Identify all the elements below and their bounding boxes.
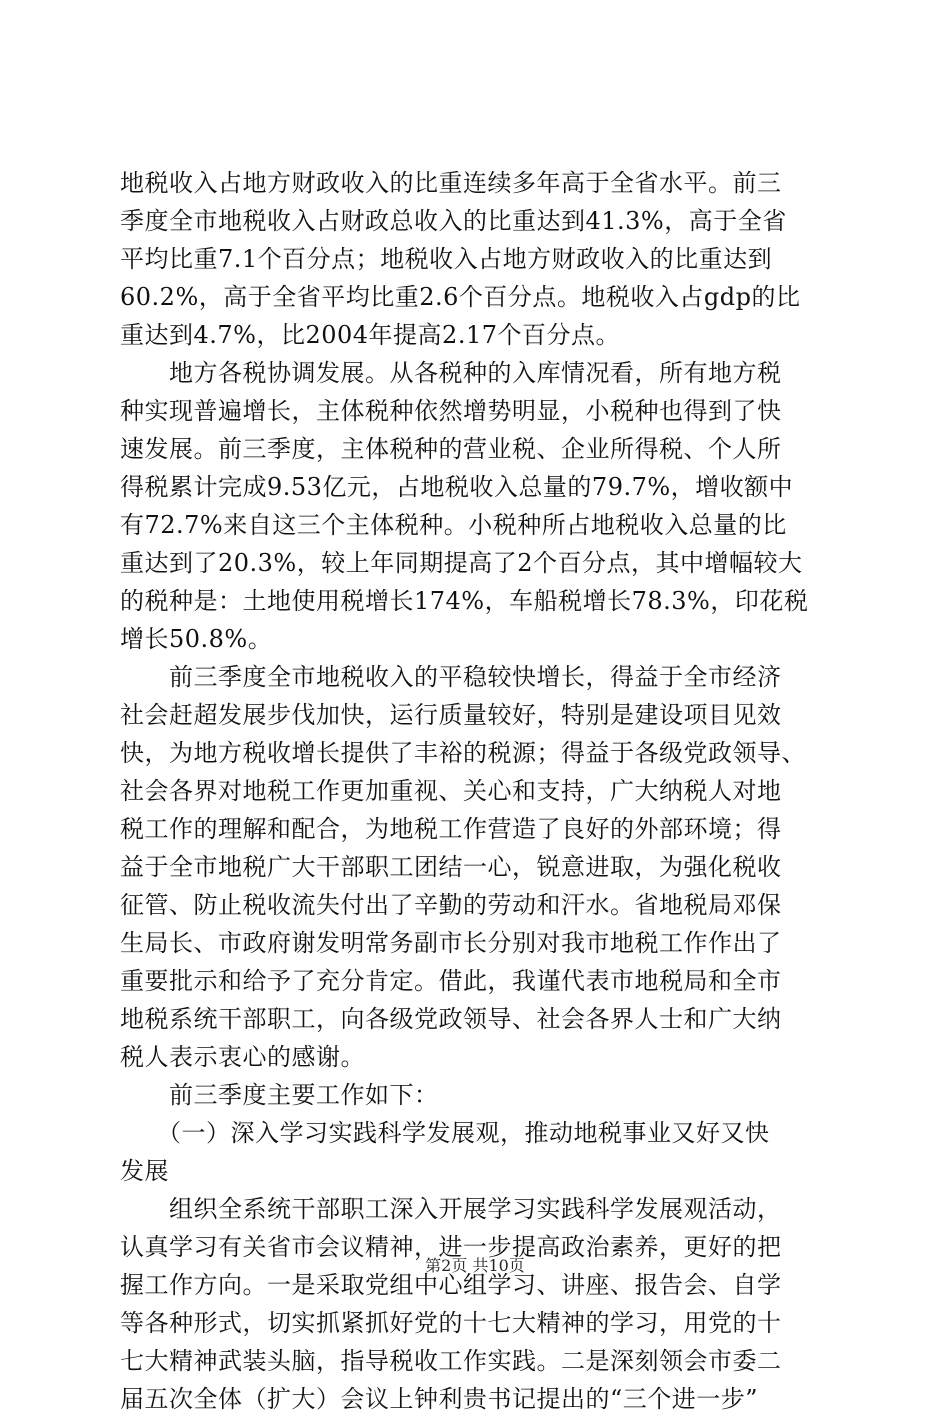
text-line: 的税种是：土地使用税增长174%，车船税增长78.3%，印花税 xyxy=(120,587,809,615)
text-line: 前三季度主要工作如下： xyxy=(120,1081,439,1109)
text-line: 重达到4.7%，比2004年提高2.17个百分点。 xyxy=(120,321,620,349)
text-line: 社会赶超发展步伐加快，运行质量较好，特别是建设项目见效 xyxy=(120,701,782,729)
text-line: 60.2%，高于全省平均比重2.6个百分点。地税收入占gdp的比 xyxy=(120,283,801,311)
text-line: 握工作方向。一是采取党组中心组学习、讲座、报告会、自学 xyxy=(120,1271,782,1299)
text-line: 生局长、市政府谢发明常务副市长分别对我市地税工作作出了 xyxy=(120,929,782,957)
text-line: 有72.7%来自这三个主体税种。小税种所占地税收入总量的比 xyxy=(120,511,787,539)
text-line: 益于全市地税广大干部职工团结一心，锐意进取，为强化税收 xyxy=(120,853,782,881)
text-line: 七大精神武装头脑，指导税收工作实践。二是深刻领会市委二 xyxy=(120,1347,782,1375)
text-line: 发展 xyxy=(120,1157,169,1185)
text-line: 平均比重7.1个百分点；地税收入占地方财政收入的比重达到 xyxy=(120,245,773,273)
text-line: 重达到了20.3%，较上年同期提高了2个百分点，其中增幅较大 xyxy=(120,549,803,577)
text-line: 前三季度全市地税收入的平稳较快增长，得益于全市经济 xyxy=(120,663,782,691)
text-line: 季度全市地税收入占财政总收入的比重达到41.3%，高于全省 xyxy=(120,207,787,235)
text-line: 增长50.8%。 xyxy=(120,625,273,653)
text-line: 得税累计完成9.53亿元，占地税收入总量的79.7%，增收额中 xyxy=(120,473,794,501)
text-line: 快，为地方税收增长提供了丰裕的税源；得益于各级党政领导、 xyxy=(120,739,806,767)
text-line: 地税系统干部职工，向各级党政领导、社会各界人士和广大纳 xyxy=(120,1005,782,1033)
text-line: 等各种形式，切实抓紧抓好党的十七大精神的学习，用党的十 xyxy=(120,1309,782,1337)
text-line: 征管、防止税收流失付出了辛勤的劳动和汗水。省地税局邓保 xyxy=(120,891,782,919)
text-line: 税人表示衷心的感谢。 xyxy=(120,1043,365,1071)
text-line: 速发展。前三季度，主体税种的营业税、企业所得税、个人所 xyxy=(120,435,782,463)
document-body xyxy=(120,164,840,1418)
text-line: 种实现普遍增长，主体税种依然增势明显，小税种也得到了快 xyxy=(120,397,782,425)
text-line: 税工作的理解和配合，为地税工作营造了良好的外部环境；得 xyxy=(120,815,782,843)
text-line: 组织全系统干部职工深入开展学习实践科学发展观活动， xyxy=(120,1195,782,1223)
text-line: 认真学习有关省市会议精神，进一步提高政治素养，更好的把 xyxy=(120,1233,782,1261)
text-line: 届五次全体（扩大）会议上钟利贵书记提出的“三个进一步” xyxy=(120,1385,759,1413)
page-footer: 第2页 共10页 xyxy=(425,1256,525,1275)
text-line: 地税收入占地方财政收入的比重连续多年高于全省水平。前三 xyxy=(120,169,782,197)
text-line: 地方各税协调发展。从各税种的入库情况看，所有地方税 xyxy=(120,359,782,387)
text-line: 社会各界对地税工作更加重视、关心和支持，广大纳税人对地 xyxy=(120,777,782,805)
text-line: 重要批示和给予了充分肯定。借此，我谨代表市地税局和全市 xyxy=(120,967,782,995)
text-line: （一）深入学习实践科学发展观，推动地税事业又好又快 xyxy=(120,1119,770,1147)
